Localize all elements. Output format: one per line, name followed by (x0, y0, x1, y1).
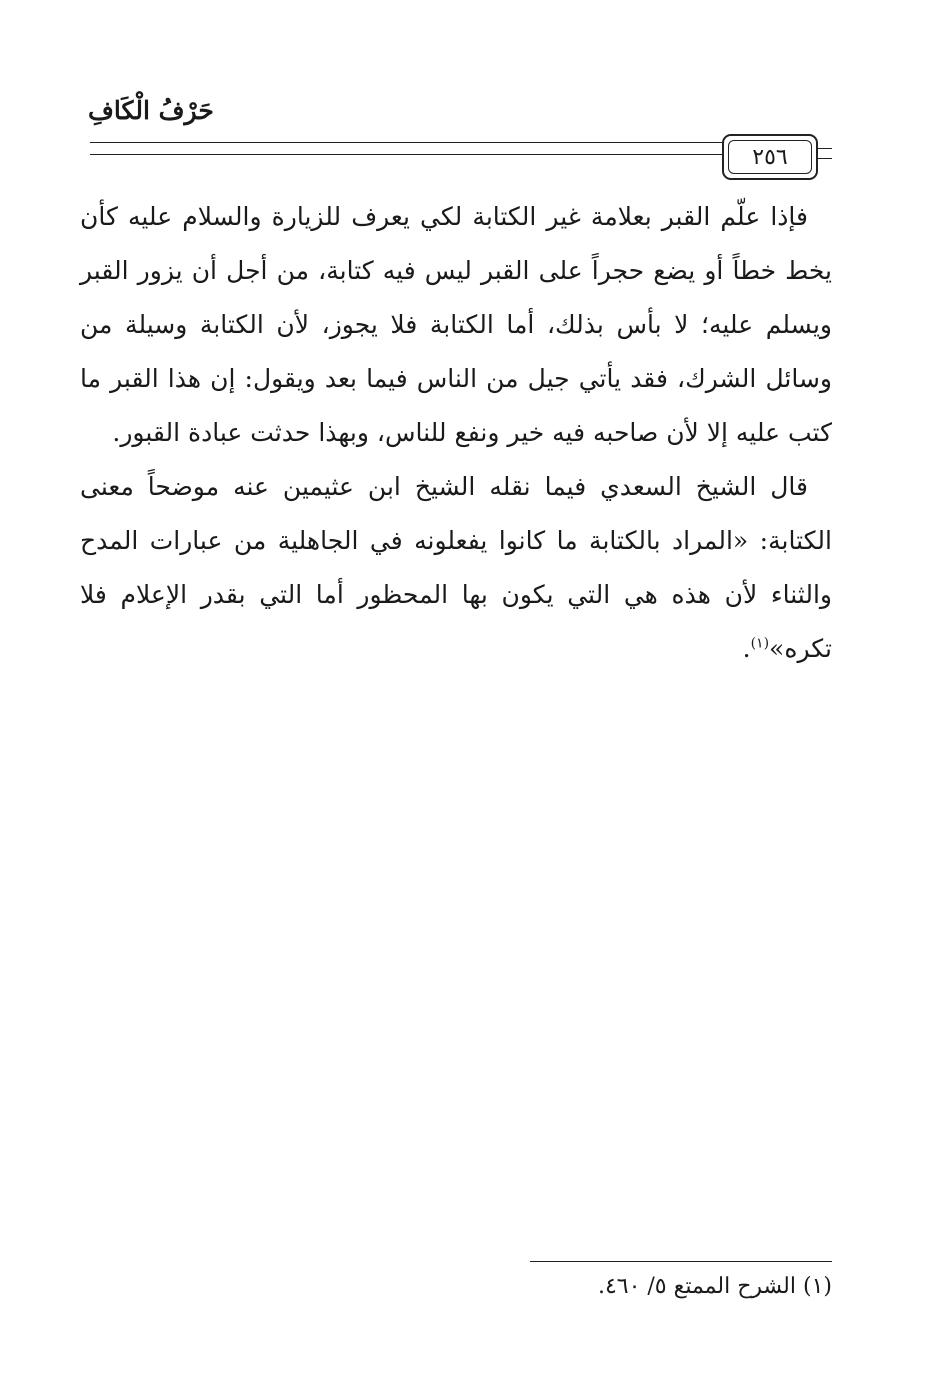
paragraph-2 (80, 460, 832, 676)
header-rule-stub-top (818, 148, 832, 149)
header-rule (86, 132, 834, 184)
page-number: ٢٥٦ (728, 140, 812, 174)
body-text (80, 190, 832, 676)
header-rule-line-top (90, 142, 722, 143)
footnote-reference[interactable]: (١) (750, 635, 770, 652)
paragraph-2-end: . (742, 634, 751, 663)
page-number-frame (722, 134, 818, 180)
paragraph-2-text: قال الشيخ السعدي فيما نقله الشيخ ابن عثيمين عنه موضحاً معنى الكتابة: «المراد بالكتابة ما كانوا يفعلونه في الجاهلية من عبارات المدح والثناء لأن هذه هي التي يكون بها المحظور أما التي بقدر الإعلام فلا تكره» (80, 472, 832, 663)
paragraph-1: فإذا علّم القبر بعلامة غير الكتابة لكي يعرف للزيارة والسلام عليه كأن يخط خطاً أو يضع حجراً على القبر ليس فيه كتابة، من أجل أن يزور القبر ويسلم عليه؛ لا بأس بذلك، أما الكتابة فلا يجوز، لأن الكتابة وسيلة من وسائل الشرك، فقد يأتي جيل من الناس فيما بعد ويقول: إن هذا القبر ما كتب عليه إلا لأن صاحبه فيه خير ونفع للناس، وبهذا حدثت عبادة القبور. (80, 202, 832, 447)
footnote-divider (530, 1261, 832, 1262)
header-rule-stub-bottom (818, 158, 832, 159)
header-rule-line-bottom (90, 154, 722, 155)
footnote: (١) الشرح الممتع ٥/ ٤٦٠. (597, 1274, 832, 1299)
running-title: حَرْفُ الْكَافِ (88, 96, 214, 125)
